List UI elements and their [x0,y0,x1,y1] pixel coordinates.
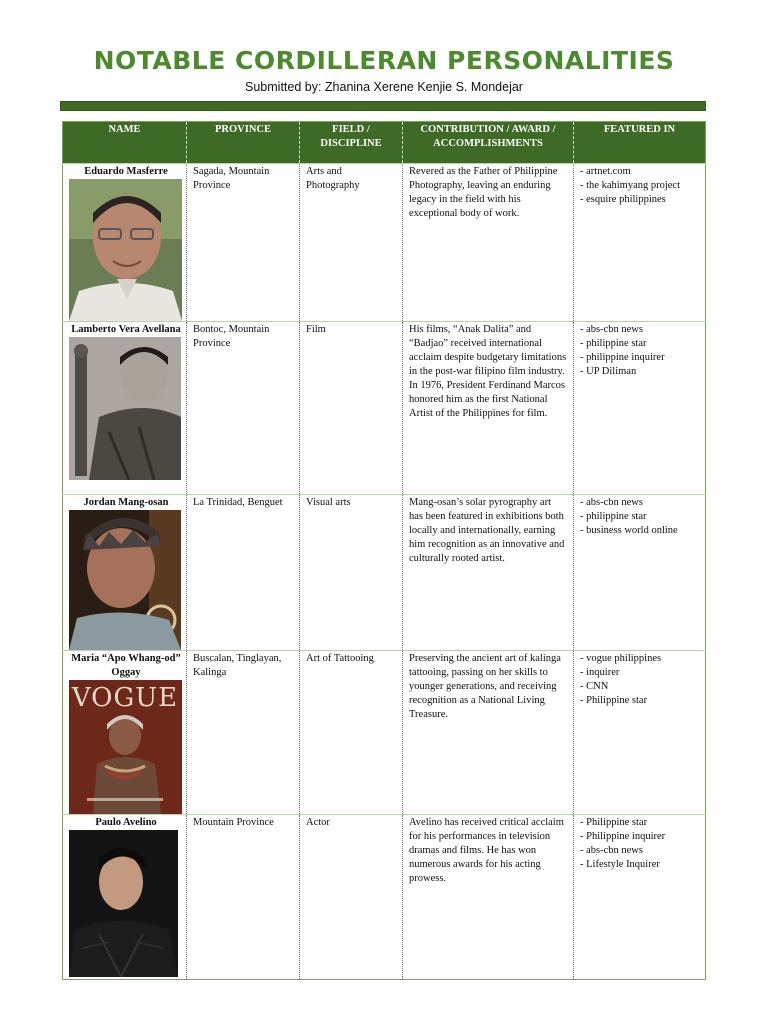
province-cell: La Trinidad, Benguet [187,495,300,651]
portrait-photo [69,830,178,977]
featured-cell [574,815,706,980]
table-header-row [63,122,706,164]
person-name: Paulo Avelino [95,817,157,828]
featured-item: - abs-cbn news [580,497,643,508]
featured-item: - esquire philippines [580,194,666,205]
name-cell [63,815,187,980]
table-row [63,651,706,815]
name-cell [63,322,187,495]
featured-item: - abs-cbn news [580,324,643,335]
featured-item: - the kahimyang project [580,180,681,191]
submitted-by: Submitted by: Zhanina Xerene Kenjie S. Mondejar [245,80,523,94]
personalities-table [62,121,706,980]
cover-masthead: VOGUE [71,683,179,713]
featured-cell [574,322,706,495]
featured-item: - abs-cbn news [580,845,643,856]
province-cell: Sagada, Mountain Province [187,164,300,322]
column-header-field: FIELD / DISCIPLINE [300,122,403,164]
field-cell: Actor [300,815,403,980]
featured-item: - Philippine inquirer [580,831,666,842]
person-name: Jordan Mang-osan [83,497,169,508]
featured-item: - Lifestyle Inquirer [580,859,660,870]
column-header-name: NAME [63,122,187,164]
contribution-cell: Mang-osan’s solar pyrography art has been featured in exhibitions both locally and internationally, earning him recognition as an innovative and culturally rooted artist. [403,495,574,651]
person-name: Maria “Apo Whang-od” Oggay [71,653,181,678]
contribution-cell: Revered as the Father of Philippine Photography, leaving an enduring legacy in the field with his exceptional body of work. [403,164,574,322]
contribution-cell: Avelino has received critical acclaim for his performances in television dramas and films. He has won numerous awards for his acting prowess. [403,815,574,980]
person-name: Lamberto Vera Avellana [71,324,181,335]
column-header-contribution: CONTRIBUTION / AWARD / ACCOMPLISHMENTS [403,122,574,164]
featured-cell [574,164,706,322]
header-divider-bar [60,101,706,111]
portrait-photo [69,179,182,321]
table-row [63,495,706,651]
field-cell: Film [300,322,403,495]
column-header-featured: FEATURED IN [574,122,706,164]
province-cell: Mountain Province [187,815,300,980]
table-row [63,322,706,495]
featured-item: - business world online [580,525,678,536]
featured-item: - vogue philippines [580,653,662,664]
name-cell [63,164,187,322]
featured-item: - Philippine star [580,817,648,828]
page-title: NOTABLE CORDILLERAN PERSONALITIES [93,46,675,75]
contribution-cell: His films, “Anak Dalita” and “Badjao” received international acclaim despite budgetary limitations in the post-war filipino film industry. In 1976, President Ferdinand Marcos honored him as the first National Artist of the Philippines for film. [403,322,574,495]
field-cell: Visual arts [300,495,403,651]
province-cell: Bontoc, Mountain Province [187,322,300,495]
featured-item: - philippine inquirer [580,352,665,363]
field-cell: Arts and Photography [300,164,403,322]
field-cell: Art of Tattooing [300,651,403,815]
table-row [63,815,706,980]
magazine-cover-photo [69,680,182,814]
featured-item: - Philippine star [580,695,648,706]
name-cell [63,495,187,651]
name-cell [63,651,187,815]
province-cell: Buscalan, Tinglayan, Kalinga [187,651,300,815]
featured-item: - artnet.com [580,166,631,177]
featured-item: - philippine star [580,511,647,522]
column-header-province: PROVINCE [187,122,300,164]
portrait-photo [69,510,181,650]
featured-item: - philippine star [580,338,647,349]
portrait-photo [69,337,181,480]
featured-cell [574,651,706,815]
person-name: Eduardo Masferre [84,166,168,177]
featured-item: - UP Diliman [580,366,637,377]
featured-item: - CNN [580,681,609,692]
contribution-cell: Preserving the ancient art of kalinga tattooing, passing on her skills to younger generations, and receiving recognition as a National Living Treasure. [403,651,574,815]
table-row [63,164,706,322]
featured-item: - inquirer [580,667,620,678]
featured-cell [574,495,706,651]
